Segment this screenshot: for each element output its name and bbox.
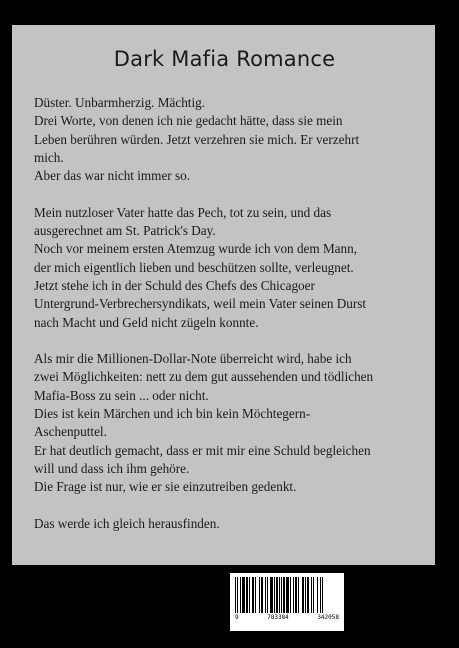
blurb-line: Mein nutzloser Vater hatte das Pech, tot zu sein, und das (34, 204, 332, 220)
barcode-bar (293, 577, 294, 613)
barcode-bar (283, 577, 285, 613)
blurb-paragraph (34, 515, 415, 533)
blurb-line: Das werde ich gleich herausfinden. (34, 515, 220, 531)
barcode-bar (322, 577, 323, 613)
barcode-bar (259, 577, 260, 613)
blurb-line: Mafia-Boss zu sein ... oder nicht. (34, 387, 209, 403)
barcode-bar (302, 577, 304, 613)
blurb-line: will und dass ich ihm gehöre. (34, 460, 190, 476)
barcode-digit-group-2: 342058 (317, 614, 339, 621)
barcode-bar (240, 577, 241, 613)
barcode-digit-group-1: 783384 (267, 614, 289, 621)
blurb-paragraph (34, 94, 415, 185)
barcode-bar (307, 577, 309, 613)
barcode-bar (290, 577, 291, 613)
barcode-digits (234, 614, 340, 621)
barcode-bar (261, 577, 263, 613)
barcode-bar (235, 577, 236, 613)
blurb-line: mich. (34, 149, 64, 165)
blurb-text (34, 94, 415, 533)
barcode-bar (311, 577, 312, 613)
blurb-line: ausgerechnet am St. Patrick's Day. (34, 223, 216, 239)
back-cover-panel (12, 25, 435, 565)
blurb-line: Drei Worte, von denen ich nie gedacht hätte, dass sie mein (34, 113, 343, 129)
barcode-bar (267, 577, 268, 613)
barcode-bar (270, 577, 273, 613)
isbn-barcode (230, 573, 344, 631)
barcode-bar (298, 577, 299, 613)
blurb-line: zwei Möglichkeiten: nett zu dem gut aussehenden und tödlichen (34, 369, 374, 385)
barcode-bar (276, 577, 278, 613)
barcode-bar (249, 577, 250, 613)
barcode-bar (313, 577, 314, 613)
blurb-paragraph (34, 350, 415, 496)
barcode-bar (265, 577, 266, 613)
book-title: Dark Mafia Romance (113, 47, 336, 71)
barcode-bar (320, 577, 321, 613)
blurb-line: Aschenputtel. (34, 424, 107, 440)
barcode-bar (252, 577, 254, 613)
blurb-line: Düster. Unbarmherzig. Mächtig. (34, 95, 206, 110)
barcode-bar (255, 577, 256, 613)
blurb-line: der mich eigentlich lieben und beschützen sollte, verleugnet. (34, 259, 354, 275)
blurb-line: Als mir die Millionen-Dollar-Note überreicht wird, habe ich (34, 351, 352, 367)
barcode-bar (286, 577, 289, 613)
blurb-line: Leben berühren würden. Jetzt verzehren sie mich. Er verzehrt (34, 131, 360, 147)
barcode-bar (279, 577, 280, 613)
barcode-bar (242, 577, 245, 613)
blurb-line: nach Macht und Geld nicht zügeln konnte. (34, 314, 259, 330)
blurb-line: Aber das war nicht immer so. (34, 168, 191, 184)
barcode-digit-first: 9 (235, 614, 239, 621)
blurb-line: Noch vor meinem ersten Atemzug wurde ich von dem Mann, (34, 241, 358, 257)
barcode-bar (274, 577, 275, 613)
blurb-paragraph (34, 204, 415, 332)
barcode-bar (237, 577, 238, 613)
barcode-bar (281, 577, 282, 613)
barcode-bars (234, 577, 340, 613)
blurb-line: Er hat deutlich gemacht, dass er mit mir eine Schuld begleichen (34, 442, 371, 458)
blurb-line: Dies ist kein Märchen und ich bin kein Möchtegern- (34, 406, 311, 422)
barcode-bar (305, 577, 306, 613)
barcode-bar (246, 577, 248, 613)
barcode-bar (295, 577, 297, 613)
blurb-line: Die Frage ist nur, wie er sie einzutreiben gedenkt. (34, 479, 297, 495)
blurb-line: Untergrund-Verbrechersyndikats, weil mein Vater seinen Durst (34, 296, 367, 312)
blurb-line: Jetzt stehe ich in der Schuld des Chefs des Chicagoer (34, 277, 315, 293)
barcode-bar (317, 577, 318, 613)
